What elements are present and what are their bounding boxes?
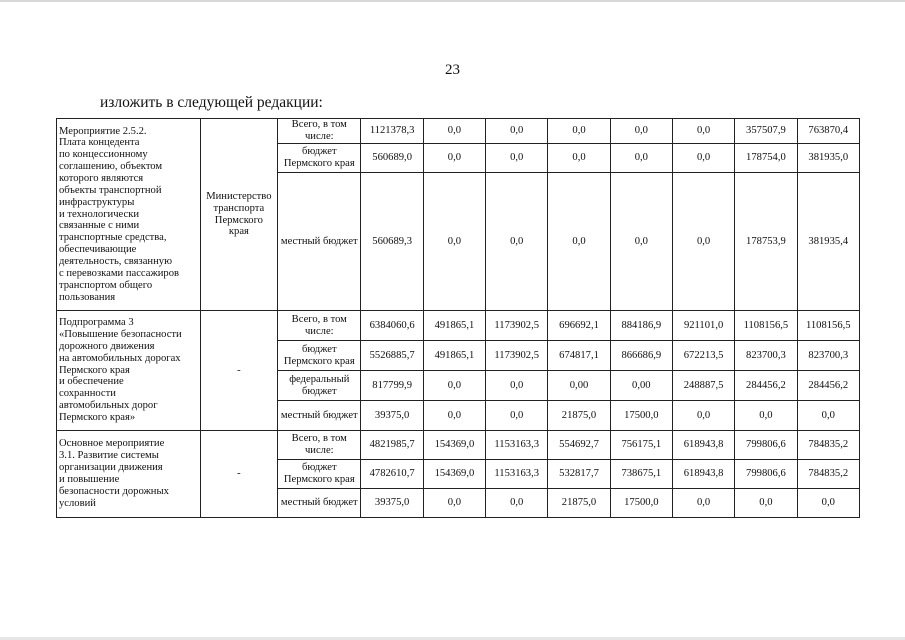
value-cell: 491865,1 [423, 311, 485, 341]
executor-cell: Министерство транспорта Пермского края [200, 119, 277, 311]
value-cell: 0,0 [423, 401, 485, 431]
value-cell: 817799,9 [361, 371, 423, 401]
value-cell: 696692,1 [548, 311, 610, 341]
value-cell: 1108156,5 [797, 311, 859, 341]
value-cell: 618943,8 [672, 431, 734, 460]
value-cell: 823700,3 [797, 341, 859, 371]
value-cell: 4782610,7 [361, 460, 423, 489]
value-cell: 17500,0 [610, 489, 672, 518]
value-cell: 560689,0 [361, 144, 423, 173]
value-cell: 0,0 [610, 173, 672, 311]
page-number: 23 [445, 62, 460, 78]
value-cell: 154369,0 [423, 431, 485, 460]
value-cell: 784835,2 [797, 431, 859, 460]
value-cell: 554692,7 [548, 431, 610, 460]
value-cell: 0,0 [423, 371, 485, 401]
executor-cell: - [200, 311, 277, 431]
program-name: Основное мероприятие 3.1. Развитие системы организации движения и повышение безопасности дорожных условий [57, 431, 201, 518]
value-cell: 0,0 [610, 144, 672, 173]
value-cell: 284456,2 [797, 371, 859, 401]
value-cell: 1108156,5 [735, 311, 797, 341]
value-cell: 884186,9 [610, 311, 672, 341]
funding-source: бюджет Пермского края [278, 144, 361, 173]
funding-source: местный бюджет [278, 173, 361, 311]
value-cell: 248887,5 [672, 371, 734, 401]
value-cell: 491865,1 [423, 341, 485, 371]
value-cell: 0,0 [548, 144, 610, 173]
value-cell: 0,0 [423, 173, 485, 311]
value-cell: 1121378,3 [361, 119, 423, 144]
funding-source: Всего, в том числе: [278, 119, 361, 144]
value-cell: 0,0 [486, 489, 548, 518]
table-row [57, 119, 860, 144]
value-cell: 784835,2 [797, 460, 859, 489]
value-cell: 39375,0 [361, 401, 423, 431]
value-cell: 39375,0 [361, 489, 423, 518]
value-cell: 17500,0 [610, 401, 672, 431]
value-cell: 0,0 [735, 401, 797, 431]
value-cell: 5526885,7 [361, 341, 423, 371]
value-cell: 532817,7 [548, 460, 610, 489]
executor-cell: - [200, 431, 277, 518]
program-name: Подпрограмма 3 «Повышение безопасности дорожного движения на автомобильных дорогах Пермского края и обеспечение сохранности автомобильных дорог Пермского края» [57, 311, 201, 431]
value-cell: 1153163,3 [486, 460, 548, 489]
value-cell: 0,0 [735, 489, 797, 518]
value-cell: 799806,6 [735, 460, 797, 489]
funding-source: Всего, в том числе: [278, 311, 361, 341]
funding-source: местный бюджет [278, 401, 361, 431]
funding-source: местный бюджет [278, 489, 361, 518]
value-cell: 381935,0 [797, 144, 859, 173]
value-cell: 0,0 [797, 489, 859, 518]
value-cell: 672213,5 [672, 341, 734, 371]
value-cell: 0,00 [548, 371, 610, 401]
table-row [57, 431, 860, 460]
intro-text: изложить в следующей редакции: [100, 94, 323, 111]
program-name: Мероприятие 2.5.2. Плата концедента по концессионному соглашению, объектом которого являются объекты транспортной инфраструктуры и технологически связанные с ними транспортные средства, обеспечивающие деятельность, связанную с перевозками пассажиров транспортом общего пользования [57, 119, 201, 311]
value-cell: 756175,1 [610, 431, 672, 460]
value-cell: 0,0 [548, 173, 610, 311]
value-cell: 0,0 [423, 489, 485, 518]
value-cell: 0,0 [486, 144, 548, 173]
value-cell: 21875,0 [548, 401, 610, 431]
value-cell: 178753,9 [735, 173, 797, 311]
value-cell: 0,0 [486, 371, 548, 401]
value-cell: 21875,0 [548, 489, 610, 518]
value-cell: 0,0 [486, 401, 548, 431]
value-cell: 0,0 [672, 119, 734, 144]
value-cell: 560689,3 [361, 173, 423, 311]
value-cell: 1153163,3 [486, 431, 548, 460]
funding-source: бюджет Пермского края [278, 460, 361, 489]
page-top-edge [0, 0, 905, 2]
value-cell: 921101,0 [672, 311, 734, 341]
value-cell: 0,0 [423, 119, 485, 144]
value-cell: 0,0 [797, 401, 859, 431]
value-cell: 0,0 [672, 401, 734, 431]
value-cell: 618943,8 [672, 460, 734, 489]
value-cell: 0,00 [610, 371, 672, 401]
value-cell: 4821985,7 [361, 431, 423, 460]
value-cell: 674817,1 [548, 341, 610, 371]
value-cell: 0,0 [610, 119, 672, 144]
funding-source: федеральный бюджет [278, 371, 361, 401]
funding-source: бюджет Пермского края [278, 341, 361, 371]
value-cell: 0,0 [672, 144, 734, 173]
value-cell: 738675,1 [610, 460, 672, 489]
value-cell: 357507,9 [735, 119, 797, 144]
value-cell: 1173902,5 [486, 311, 548, 341]
value-cell: 823700,3 [735, 341, 797, 371]
value-cell: 0,0 [423, 144, 485, 173]
funding-source: Всего, в том числе: [278, 431, 361, 460]
value-cell: 178754,0 [735, 144, 797, 173]
value-cell: 6384060,6 [361, 311, 423, 341]
value-cell: 799806,6 [735, 431, 797, 460]
table-row [57, 311, 860, 341]
value-cell: 866686,9 [610, 341, 672, 371]
value-cell: 0,0 [486, 119, 548, 144]
value-cell: 1173902,5 [486, 341, 548, 371]
value-cell: 763870,4 [797, 119, 859, 144]
value-cell: 154369,0 [423, 460, 485, 489]
funding-table [56, 118, 860, 518]
value-cell: 381935,4 [797, 173, 859, 311]
value-cell: 0,0 [672, 489, 734, 518]
value-cell: 0,0 [548, 119, 610, 144]
value-cell: 284456,2 [735, 371, 797, 401]
value-cell: 0,0 [672, 173, 734, 311]
value-cell: 0,0 [486, 173, 548, 311]
